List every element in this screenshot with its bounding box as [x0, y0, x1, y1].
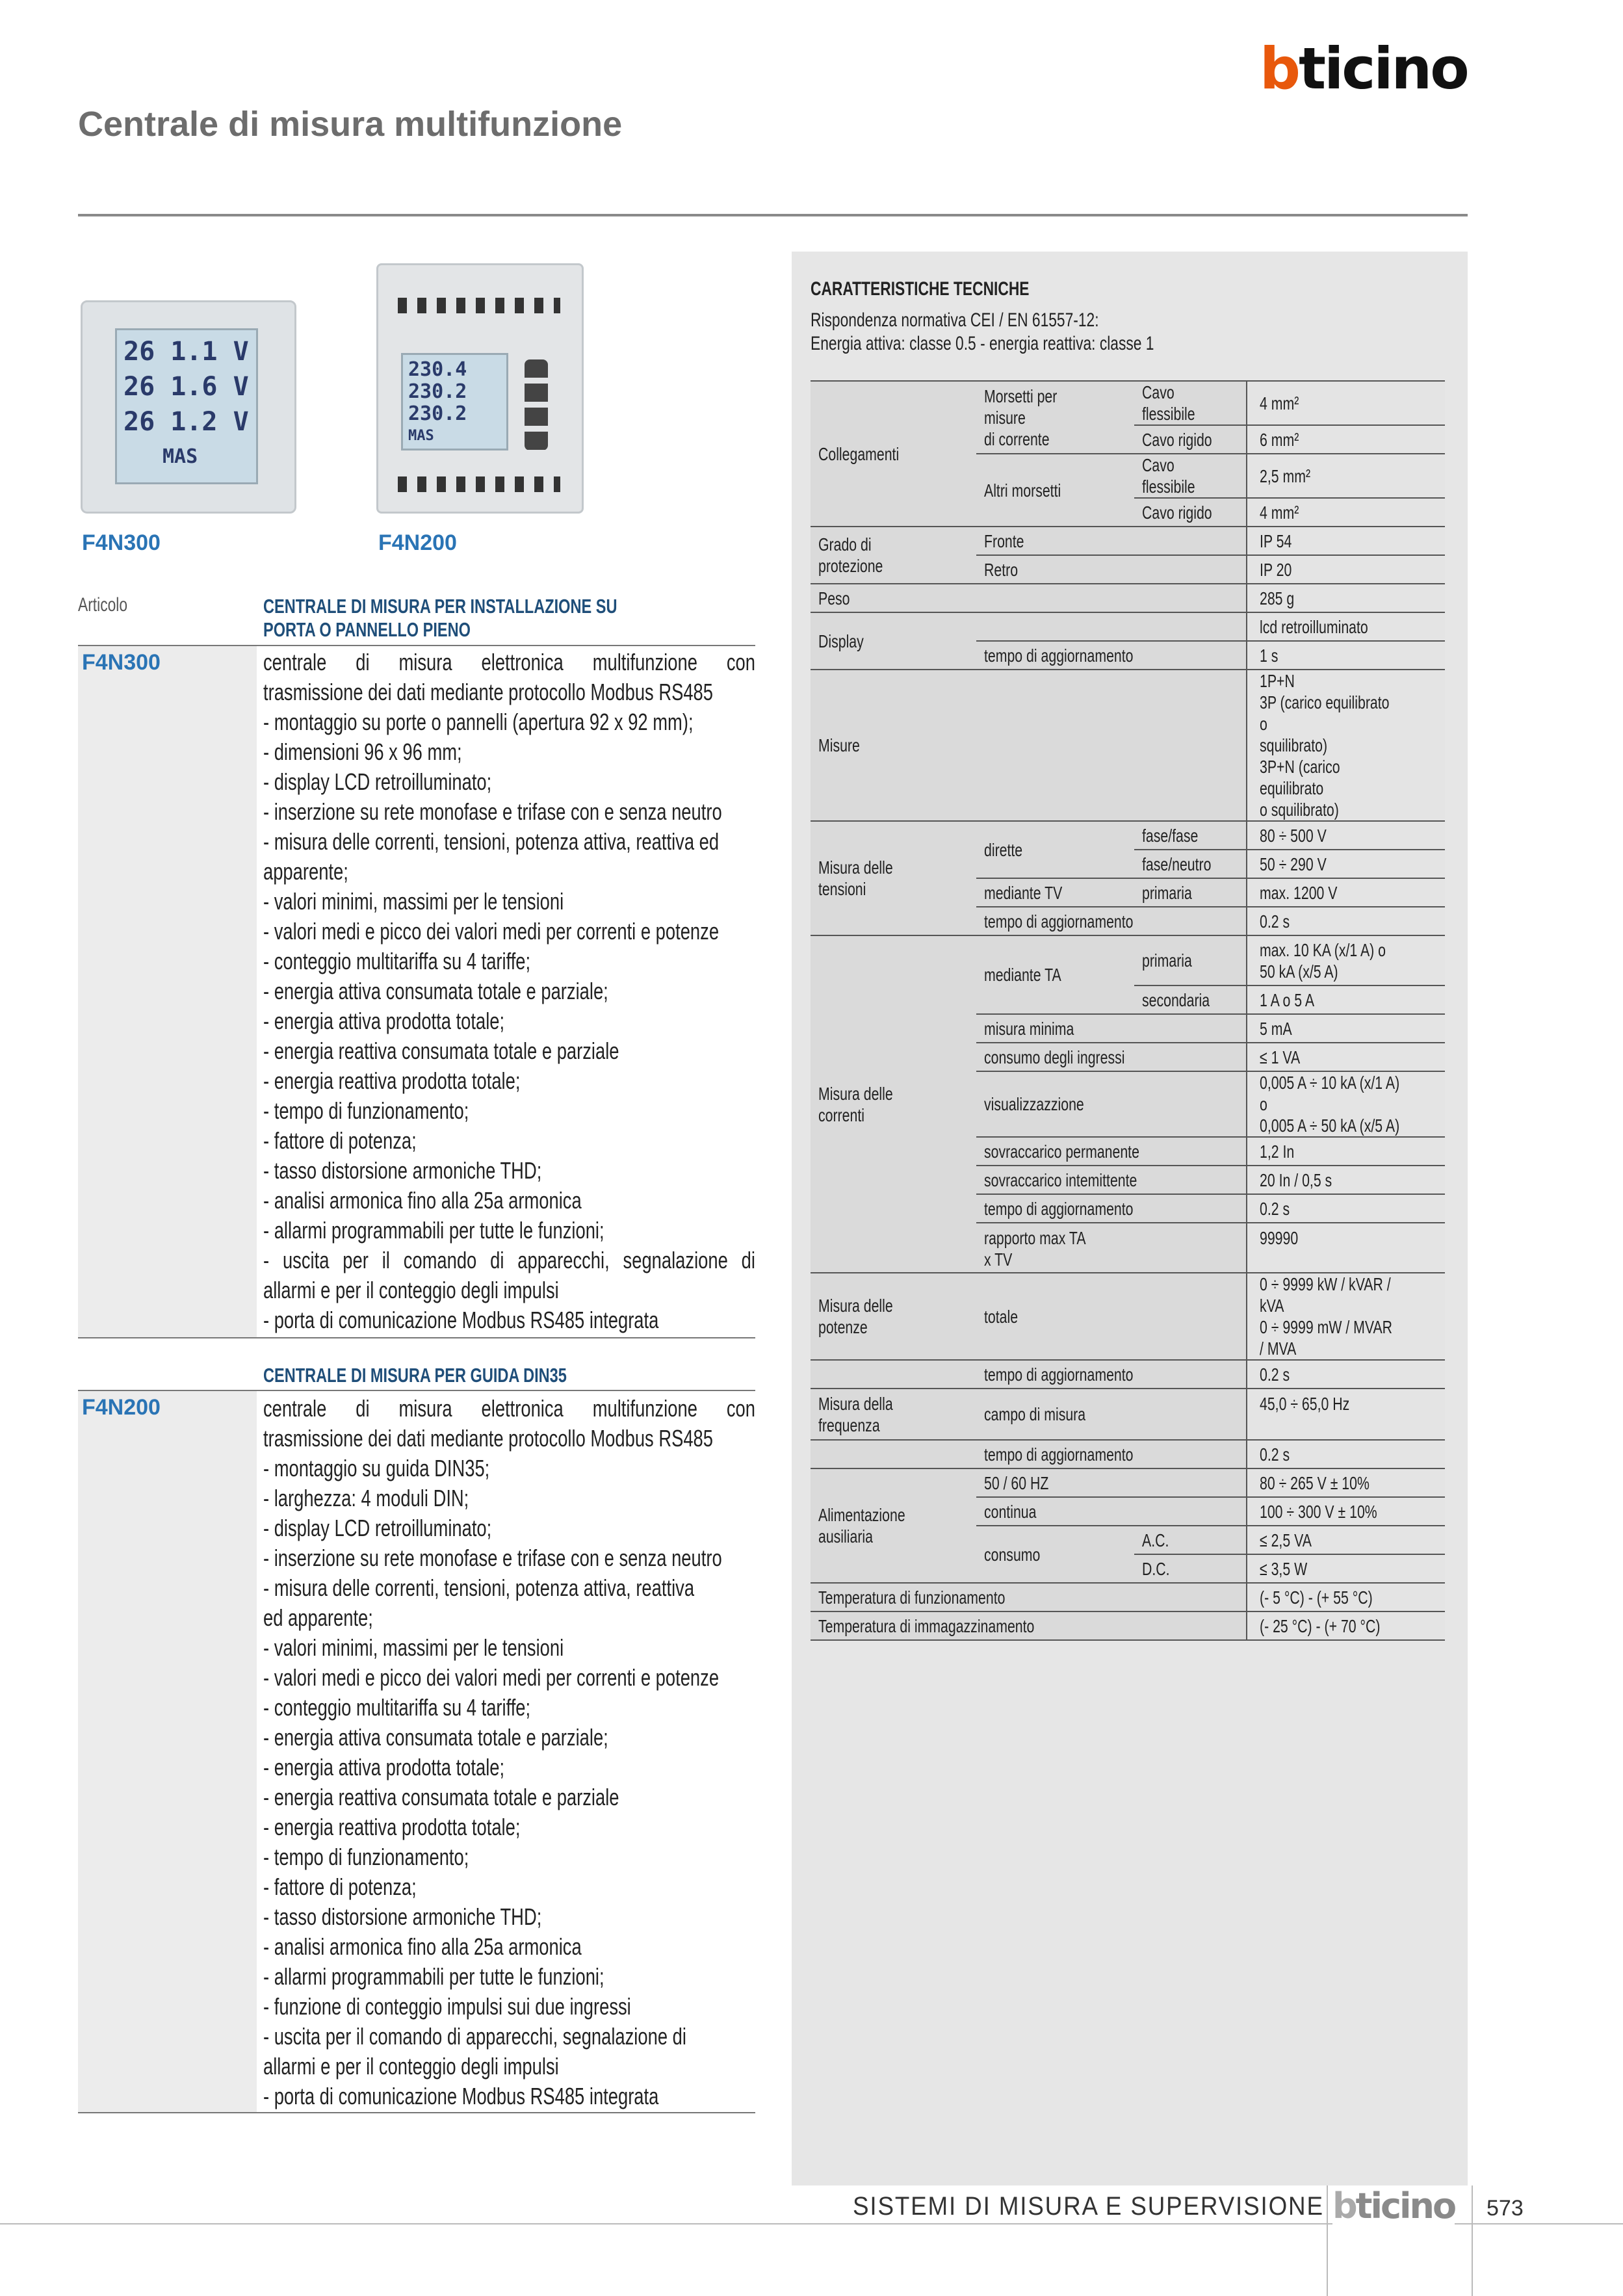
spec-label: Cavo rigido [1134, 425, 1247, 454]
spec-value: 80 ÷ 500 V [1247, 821, 1445, 850]
spec-label: Grado di protezione [811, 527, 976, 584]
spec-label: Misure [811, 670, 976, 821]
description-line: - porta di comunicazione Modbus RS485 integrata [263, 1307, 659, 1333]
description-line: - allarmi programmabili per tutte le funzioni; [263, 1217, 604, 1244]
spec-value: 0.2 s [1247, 907, 1445, 935]
spec-value: IP 20 [1247, 555, 1445, 584]
spec-label: fase/neutro [1134, 850, 1247, 878]
spec-label: consumo degli ingressi [976, 1043, 1247, 1071]
spec-value: lcd retroilluminato [1247, 612, 1445, 641]
description-line: - tempo di funzionamento; [263, 1097, 469, 1124]
description-line: - fattore di potenza; [263, 1873, 417, 1900]
spec-label: secondaria [1134, 985, 1247, 1014]
product-image-f4n200 [376, 263, 584, 514]
code-cell-bg [78, 1391, 257, 2112]
spec-label [976, 584, 1247, 612]
code-cell-bg [78, 646, 257, 1337]
spec-label: tempo di aggiornamento [976, 641, 1247, 670]
product-label-f4n200: F4N200 [378, 530, 457, 555]
spec-label: sovraccarico intemittente [976, 1166, 1247, 1194]
description-line: centrale di misura elettronica multifunzione con [263, 1395, 755, 1422]
spec-row [811, 584, 1445, 612]
description-line: - tasso distorsione armoniche THD; [263, 1157, 542, 1184]
spec-label: Retro [976, 555, 1247, 584]
spec-label: Temperatura di funzionamento [811, 1583, 1247, 1611]
description-line: - larghezza: 4 moduli DIN; [263, 1485, 469, 1511]
spec-label: Temperatura di immagazzinamento [811, 1611, 1247, 1640]
spec-row [811, 821, 1445, 850]
spec-row [811, 1611, 1445, 1640]
spec-value: 6 mm² [1247, 425, 1445, 454]
spec-label: rapporto max TA x TV [976, 1223, 1247, 1273]
description-line: - conteggio multitariffa su 4 tariffe; [263, 1694, 531, 1721]
spec-label [976, 612, 1247, 641]
spec-value: ≤ 1 VA [1247, 1043, 1445, 1071]
description-line: - misura delle correnti, tensioni, potenza attiva, reattiva ed [263, 828, 720, 855]
spec-value: max. 1200 V [1247, 878, 1445, 907]
spec-value: 50 ÷ 290 V [1247, 850, 1445, 878]
spec-label: Misura della frequenza [811, 1389, 976, 1440]
spec-value: 99990 [1247, 1223, 1445, 1273]
page-number: 573 [1487, 2196, 1524, 2221]
spec-label: mediante TV [976, 878, 1134, 907]
spec-label: Display [811, 612, 976, 670]
description-line: - dimensioni 96 x 96 mm; [263, 738, 462, 765]
spec-label: sovraccarico permanente [976, 1137, 1247, 1166]
description-line: ed apparente; [263, 1604, 373, 1631]
lcd-display: 26 1.1 V 26 1.6 V 26 1.2 V MAS [115, 328, 258, 484]
spec-value: 285 g [1247, 584, 1445, 612]
product-image-f4n300 [81, 300, 296, 514]
spec-label: continua [976, 1497, 1247, 1526]
spec-label: Cavo flessibile [1134, 381, 1247, 425]
bticino-logo: bticino [1260, 35, 1468, 102]
item-description-f4n300 [263, 647, 755, 1335]
spec-label: Peso [811, 584, 976, 612]
spec-label: consumo [976, 1526, 1134, 1583]
description-line: - tempo di funzionamento; [263, 1844, 469, 1870]
description-line: - montaggio su porte o pannelli (apertura 92 x 92 mm); [263, 709, 694, 735]
spec-label: Altri morsetti [976, 454, 1134, 527]
tech-specs-header: CARATTERISTICHE TECNICHE Rispondenza normativa CEI / EN 61557-12: Energia attiva: classe 0.5 - energia reattiva: classe 1 [811, 278, 1154, 354]
spec-row [811, 1468, 1445, 1497]
description-line: trasmissione dei dati mediante protocollo Modbus RS485 [263, 1425, 713, 1452]
spec-value: 4 mm² [1247, 381, 1445, 425]
spec-row [811, 670, 1445, 821]
spec-row [811, 935, 1445, 985]
description-line: - inserzione su rete monofase e trifase con e senza neutro [263, 1545, 722, 1571]
spec-value: 100 ÷ 300 V ± 10% [1247, 1497, 1445, 1526]
footer-bticino-logo: bticino [1332, 2185, 1455, 2226]
description-line: - inserzione su rete monofase e trifase con e senza neutro [263, 798, 722, 825]
lcd-display: 230.4 230.2 230.2 MAS [401, 353, 508, 450]
spec-value: 0.2 s [1247, 1360, 1445, 1389]
spec-label: Cavo rigido [1134, 498, 1247, 527]
spec-value: 0.2 s [1247, 1440, 1445, 1468]
divider [78, 2112, 755, 2113]
spec-label: Morsetti per misure di corrente [976, 381, 1134, 454]
description-line: - uscita per il comando di apparecchi, segnalazione di [263, 2023, 686, 2050]
spec-value: 4 mm² [1247, 498, 1445, 527]
description-line: - display LCD retroilluminato; [263, 1515, 492, 1541]
spec-label: primaria [1134, 935, 1247, 985]
description-line: - valori minimi, massimi per le tensioni [263, 1634, 564, 1661]
page-title: Centrale di misura multifunzione [78, 105, 623, 144]
spec-value: IP 54 [1247, 527, 1445, 555]
spec-value: 0,005 A ÷ 10 kA (x/1 A) o 0,005 A ÷ 50 kA (x/5 A) [1247, 1071, 1445, 1137]
description-line: - energia reattiva prodotta totale; [263, 1814, 521, 1840]
title-divider [78, 214, 1468, 216]
footer-vline [1327, 2185, 1328, 2296]
spec-label: visualizzazzione [976, 1071, 1247, 1137]
description-line: - misura delle correnti, tensioni, potenza attiva, reattiva [263, 1574, 695, 1601]
description-line: - energia attiva prodotta totale; [263, 1754, 505, 1781]
spec-label: Alimentazione ausiliaria [811, 1468, 976, 1583]
item-heading-f4n200: CENTRALE DI MISURA PER GUIDA DIN35 [263, 1364, 567, 1387]
description-line: - montaggio su guida DIN35; [263, 1455, 490, 1481]
spec-value: 2,5 mm² [1247, 454, 1445, 498]
description-line: - funzione di conteggio impulsi sui due ingressi [263, 1993, 631, 2020]
spec-label [811, 1360, 976, 1389]
product-label-f4n300: F4N300 [82, 530, 161, 555]
spec-label [811, 1440, 976, 1468]
description-line: - allarmi programmabili per tutte le funzioni; [263, 1963, 604, 1990]
footer-section-title: SISTEMI DI MISURA E SUPERVISIONE [853, 2192, 1324, 2221]
spec-value: max. 10 KA (x/1 A) o 50 kA (x/5 A) [1247, 935, 1445, 985]
spec-row [811, 612, 1445, 641]
item-heading-f4n300: CENTRALE DI MISURA PER INSTALLAZIONE SU PORTA O PANNELLO PIENO [263, 595, 617, 641]
terminal-row-bottom [398, 476, 560, 492]
description-line: - tasso distorsione armoniche THD; [263, 1903, 542, 1930]
description-line: - energia reattiva consumata totale e parziale [263, 1037, 619, 1064]
description-line: - valori minimi, massimi per le tensioni [263, 888, 564, 915]
spec-value: 0.2 s [1247, 1194, 1445, 1223]
spec-label: fase/fase [1134, 821, 1247, 850]
spec-value: 1,2 In [1247, 1137, 1445, 1166]
spec-row [811, 1273, 1445, 1360]
spec-label: D.C. [1134, 1554, 1247, 1583]
spec-label: Misura delle potenze [811, 1273, 976, 1360]
article-column-label: Articolo [78, 594, 128, 616]
spec-value: 45,0 ÷ 65,0 Hz [1247, 1389, 1445, 1440]
description-line: - conteggio multitariffa su 4 tariffe; [263, 948, 531, 974]
spec-label: Fronte [976, 527, 1247, 555]
spec-label: A.C. [1134, 1526, 1247, 1554]
spec-label: 50 / 60 HZ [976, 1468, 1247, 1497]
spec-label: totale [976, 1273, 1247, 1360]
spec-label: misura minima [976, 1014, 1247, 1043]
item-code-f4n300: F4N300 [82, 650, 161, 675]
spec-label: tempo di aggiornamento [976, 1194, 1247, 1223]
spec-label [976, 670, 1247, 821]
control-buttons[interactable] [525, 359, 548, 450]
description-line: - analisi armonica fino alla 25a armonica [263, 1933, 582, 1960]
spec-label: dirette [976, 821, 1134, 878]
spec-value: 1 A o 5 A [1247, 985, 1445, 1014]
tech-specs-table [811, 380, 1445, 1641]
terminal-row-top [398, 298, 560, 313]
spec-value: 20 In / 0,5 s [1247, 1166, 1445, 1194]
spec-label: Misura delle tensioni [811, 821, 976, 935]
spec-value: 5 mA [1247, 1014, 1445, 1043]
footer-vline [1472, 2185, 1473, 2296]
item-code-f4n200: F4N200 [82, 1395, 161, 1420]
spec-value: 1 s [1247, 641, 1445, 670]
spec-label: Misura delle correnti [811, 935, 976, 1273]
description-line: - energia reattiva prodotta totale; [263, 1067, 521, 1094]
spec-value: ≤ 2,5 VA [1247, 1526, 1445, 1554]
spec-label: campo di misura [976, 1389, 1247, 1440]
spec-label: Cavo flessibile [1134, 454, 1247, 498]
description-line: apparente; [263, 858, 348, 885]
spec-label: tempo di aggiornamento [976, 1440, 1247, 1468]
description-line: - valori medi e picco dei valori medi per correnti e potenze [263, 918, 720, 945]
description-line: trasmissione dei dati mediante protocollo Modbus RS485 [263, 679, 713, 705]
spec-label: tempo di aggiornamento [976, 907, 1247, 935]
spec-row [811, 527, 1445, 555]
description-line: - valori medi e picco dei valori medi per correnti e potenze [263, 1664, 720, 1691]
spec-value: (- 25 °C) - (+ 70 °C) [1247, 1611, 1445, 1640]
spec-row [811, 1583, 1445, 1611]
spec-value: 80 ÷ 265 V ± 10% [1247, 1468, 1445, 1497]
spec-label: primaria [1134, 878, 1247, 907]
divider [78, 1337, 755, 1338]
description-line: - analisi armonica fino alla 25a armonica [263, 1187, 582, 1214]
description-line: - uscita per il comando di apparecchi, segnalazione di [263, 1247, 755, 1273]
spec-value: 0 ÷ 9999 kW / kVAR / kVA 0 ÷ 9999 mW / MVAR / MVA [1247, 1273, 1445, 1360]
spec-value: 1P+N 3P (carico equilibrato o squilibrato) 3P+N (carico equilibrato o squilibrato) [1247, 670, 1445, 821]
description-line: - energia attiva consumata totale e parziale; [263, 978, 608, 1004]
item-description-f4n200 [263, 1394, 755, 2111]
description-line: allarmi e per il conteggio degli impulsi [263, 2053, 559, 2080]
spec-row [811, 1389, 1445, 1440]
spec-row [811, 381, 1445, 425]
spec-label: mediante TA [976, 935, 1134, 1014]
spec-row [811, 1360, 1445, 1389]
spec-value: (- 5 °C) - (+ 55 °C) [1247, 1583, 1445, 1611]
spec-value: ≤ 3,5 W [1247, 1554, 1445, 1583]
description-line: - display LCD retroilluminato; [263, 768, 492, 795]
spec-row [811, 1440, 1445, 1468]
description-line: - porta di comunicazione Modbus RS485 integrata [263, 2083, 659, 2109]
description-line: - energia attiva consumata totale e parziale; [263, 1724, 608, 1751]
description-line: - fattore di potenza; [263, 1127, 417, 1154]
description-line: - energia attiva prodotta totale; [263, 1008, 505, 1034]
spec-label: Collegamenti [811, 381, 976, 527]
description-line: centrale di misura elettronica multifunzione con [263, 649, 755, 675]
description-line: allarmi e per il conteggio degli impulsi [263, 1277, 559, 1303]
description-line: - energia reattiva consumata totale e parziale [263, 1784, 619, 1810]
spec-label: tempo di aggiornamento [976, 1360, 1247, 1389]
